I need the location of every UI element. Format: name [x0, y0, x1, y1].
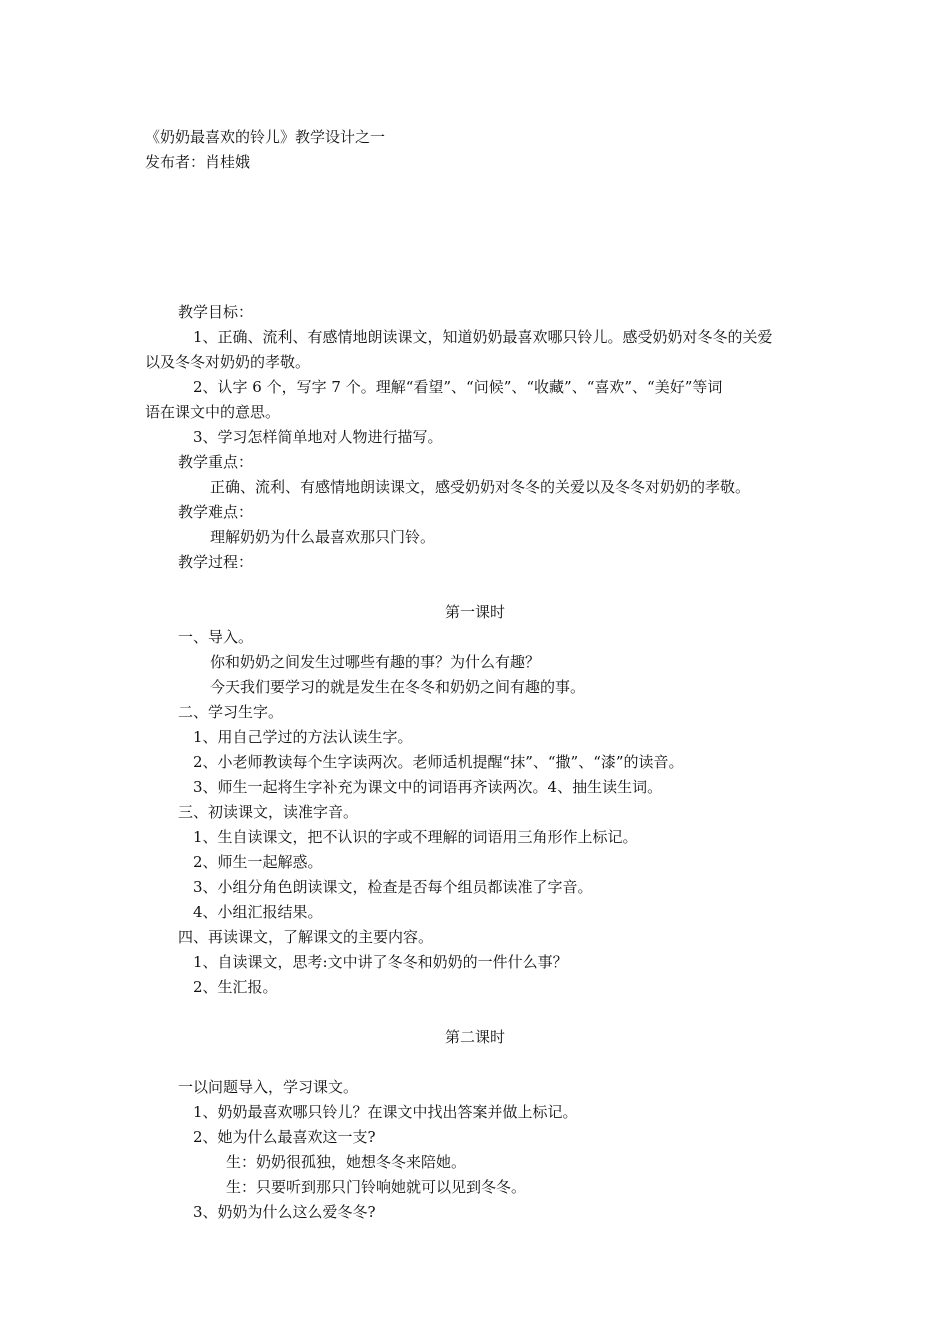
- goal-1-line-b: 以及冬冬对奶奶的孝敬。: [145, 353, 311, 371]
- section-4-heading: 四、再读课文，了解课文的主要内容。: [178, 928, 434, 946]
- goal-3: 3、学习怎样简单地对人物进行描写。: [193, 428, 443, 446]
- lesson-2-section-1-heading: 一以问题导入，学习课文。: [178, 1078, 359, 1096]
- key-heading: 教学重点：: [178, 453, 254, 471]
- section-1-item-2: 今天我们要学习的就是发生在冬冬和奶奶之间有趣的事。: [210, 678, 586, 696]
- section-2-item-3: 3、师生一起将生字补充为课文中的词语再齐读两次。4、抽生读生词。: [193, 778, 663, 796]
- lesson-2-item-2-answer-2: 生：只要听到那只门铃响她就可以见到冬冬。: [226, 1178, 527, 1196]
- section-1-heading: 一、导入。: [178, 628, 254, 646]
- difficulty-heading: 教学难点：: [178, 503, 254, 521]
- doc-title: 《奶奶最喜欢的铃儿》教学设计之一: [145, 128, 386, 146]
- difficulty-text: 理解奶奶为什么最喜欢那只门铃。: [210, 528, 436, 546]
- section-4-item-2: 2、生汇报。: [193, 978, 278, 996]
- publisher-line: 发布者：肖桂娥: [145, 153, 251, 171]
- process-heading: 教学过程：: [178, 553, 254, 571]
- section-3-item-2: 2、师生一起解惑。: [193, 853, 323, 871]
- goals-heading: 教学目标：: [178, 303, 254, 321]
- lesson-2-item-1: 1、奶奶最喜欢哪只铃儿？在课文中找出答案并做上标记。: [193, 1103, 578, 1121]
- section-1-item-1: 你和奶奶之间发生过哪些有趣的事？为什么有趣？: [210, 653, 541, 671]
- section-3-item-3: 3、小组分角色朗读课文，检查是否每个组员都读准了字音。: [193, 878, 593, 896]
- lesson-1-heading: 第一课时: [444, 603, 505, 621]
- goal-2-line-b: 语在课文中的意思。: [145, 403, 281, 421]
- section-3-item-1: 1、生自读课文，把不认识的字或不理解的词语用三角形作上标记。: [193, 828, 638, 846]
- section-4-item-1: 1、自读课文，思考:文中讲了冬冬和奶奶的一件什么事？: [193, 953, 568, 971]
- lesson-2-item-2-answer-1: 生：奶奶很孤独，她想冬冬来陪她。: [226, 1153, 467, 1171]
- section-2-item-2: 2、小老师教读每个生字读两次。老师适机提醒“抹”、“撒”、“漆”的读音。: [193, 753, 684, 771]
- key-text: 正确、流利、有感情地朗读课文，感受奶奶对冬冬的关爱以及冬冬对奶奶的孝敬。: [210, 478, 751, 496]
- goal-1-line-a: 1、正确、流利、有感情地朗读课文，知道奶奶最喜欢哪只铃儿。感受奶奶对冬冬的关爱: [193, 328, 773, 346]
- section-3-heading: 三、初读课文，读准字音。: [178, 803, 359, 821]
- lesson-2-item-2: 2、她为什么最喜欢这一支?: [193, 1128, 376, 1146]
- section-2-item-1: 1、用自己学过的方法认读生字。: [193, 728, 413, 746]
- goal-2-line-a: 2、认字 6 个，写字 7 个。理解“看望”、“问候”、“收藏”、“喜欢”、“美好”等词: [193, 378, 723, 396]
- lesson-2-heading: 第二课时: [444, 1028, 505, 1046]
- section-3-item-4: 4、小组汇报结果。: [193, 903, 323, 921]
- lesson-2-item-3: 3、奶奶为什么这么爱冬冬?: [193, 1203, 376, 1221]
- section-2-heading: 二、学习生字。: [178, 703, 284, 721]
